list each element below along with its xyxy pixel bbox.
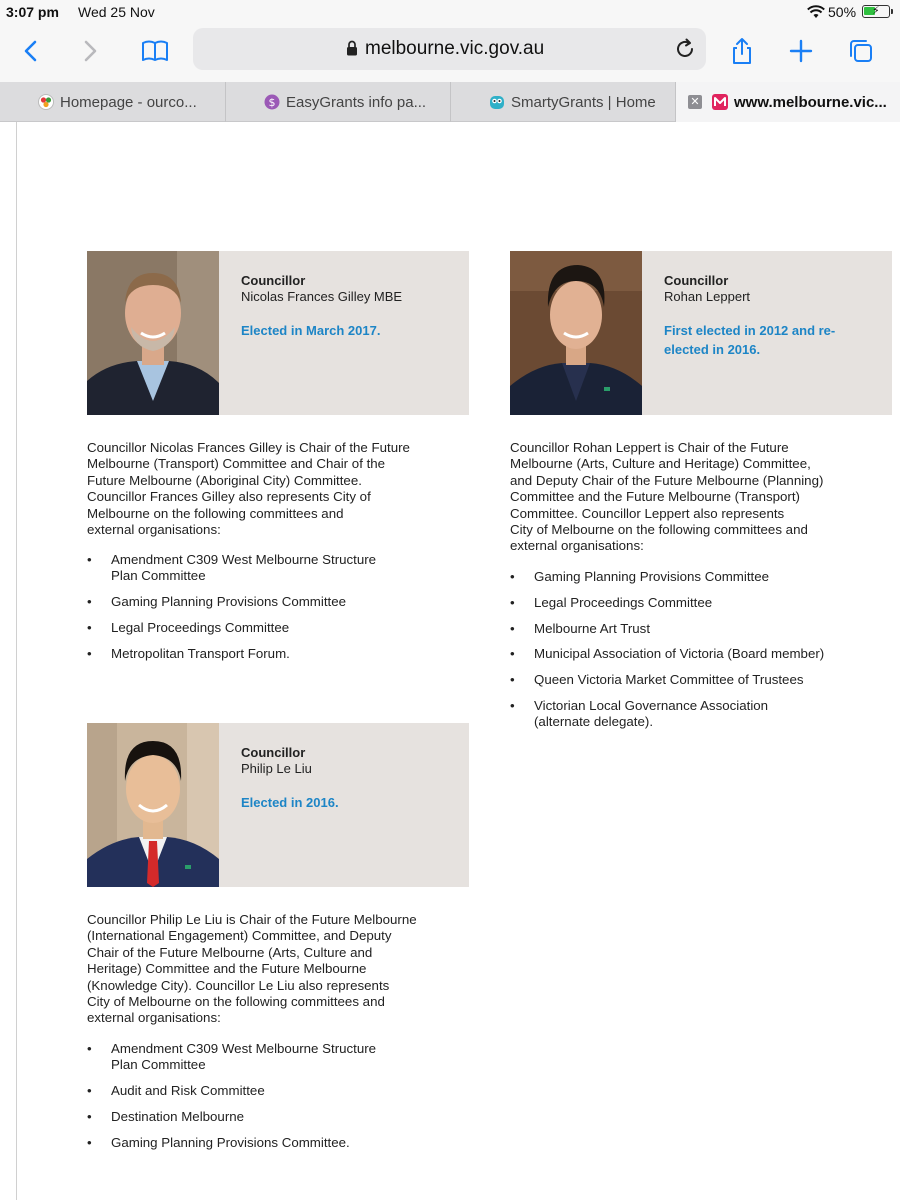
list-item: • Gaming Planning Provisions Committee. bbox=[87, 1135, 469, 1151]
councillor-photo bbox=[87, 723, 219, 887]
new-tab-icon bbox=[788, 38, 814, 64]
address-bar[interactable] bbox=[193, 28, 706, 70]
list-item: • Amendment C309 West Melbourne Structure Plan Committee bbox=[87, 1041, 469, 1074]
list-item: • Legal Proceedings Committee bbox=[510, 595, 892, 611]
melbourne-favicon-icon bbox=[712, 94, 728, 110]
list-item: • Metropolitan Transport Forum. bbox=[87, 646, 469, 662]
councillor-role: Councillor bbox=[241, 745, 306, 760]
close-tab-icon[interactable]: ✕ bbox=[688, 95, 702, 109]
councillor-card-leppert bbox=[510, 251, 892, 415]
ourcommunity-favicon-icon bbox=[38, 94, 54, 110]
tab-easygrants[interactable] bbox=[226, 82, 451, 122]
lock-icon bbox=[346, 40, 358, 56]
forward-button[interactable] bbox=[73, 34, 107, 68]
wifi-icon bbox=[807, 5, 825, 19]
status-date: Wed 25 Nov bbox=[78, 4, 155, 20]
bookmarks-button[interactable] bbox=[138, 34, 172, 68]
list-item: • Destination Melbourne bbox=[87, 1109, 469, 1125]
smartygrants-owl-favicon-icon bbox=[489, 94, 505, 110]
councillor-role: Councillor bbox=[241, 273, 306, 288]
new-tab-button[interactable] bbox=[784, 34, 818, 68]
list-item: • Melbourne Art Trust bbox=[510, 621, 892, 637]
svg-text:$: $ bbox=[268, 96, 276, 109]
browser-toolbar bbox=[0, 24, 900, 82]
bio-text: Councillor Nicolas Frances Gilley is Chair of the Future Melbourne (Transport) Committee and Chair of the Future Melbourne (Aboriginal City) Committee. Councillor Frances Gilley also represents City of Melbourne on the following committees and external organisations: bbox=[87, 440, 410, 538]
battery-charging-icon: ⚡ bbox=[862, 5, 890, 18]
committee-list-le-liu bbox=[87, 1041, 469, 1161]
councillor-elected: Elected in March 2017. bbox=[241, 323, 381, 338]
tab-bar bbox=[0, 82, 900, 122]
councillor-elected: First elected in 2012 and re-elected in 2016. bbox=[664, 323, 836, 357]
reload-icon[interactable] bbox=[673, 37, 697, 61]
easygrants-favicon-icon bbox=[264, 94, 280, 110]
bookmarks-icon bbox=[140, 38, 170, 64]
back-button[interactable] bbox=[14, 34, 48, 68]
tab-label: EasyGrants info pa... bbox=[286, 93, 427, 111]
tab-label: Homepage - ourco... bbox=[60, 93, 197, 111]
councillor-bio-gilley bbox=[87, 440, 469, 538]
list-item: • Gaming Planning Provisions Committee bbox=[510, 569, 892, 585]
battery-percent: 50% bbox=[828, 4, 857, 20]
tab-label: www.melbourne.vic... bbox=[734, 93, 887, 111]
councillor-photo bbox=[510, 251, 642, 415]
list-item: • Legal Proceedings Committee bbox=[87, 620, 469, 636]
page-divider bbox=[16, 122, 17, 1200]
bio-text: Councillor Rohan Leppert is Chair of the Future Melbourne (Arts, Culture and Heritage) Committee, and Deputy Chair of the Future Melbourne (Planning) Committee and the Future Melbourne (Transport) Committee. Councillor Leppert also represents City of Melbourne on the following committees and external organisations: bbox=[510, 440, 824, 554]
councillor-role: Councillor bbox=[664, 273, 729, 288]
back-icon bbox=[18, 38, 44, 64]
list-item: • Victorian Local Governance Association (alternate delegate). bbox=[510, 698, 892, 731]
page-content bbox=[0, 122, 900, 1200]
status-time: 3:07 pm bbox=[6, 4, 59, 20]
share-button[interactable] bbox=[725, 34, 759, 68]
committee-list-gilley bbox=[87, 552, 469, 672]
list-item: • Municipal Association of Victoria (Board member) bbox=[510, 646, 892, 662]
forward-icon bbox=[77, 38, 103, 64]
tab-label: SmartyGrants | Home bbox=[511, 93, 656, 111]
tabs-overview-button[interactable] bbox=[844, 34, 878, 68]
list-item: • Audit and Risk Committee bbox=[87, 1083, 469, 1099]
councillor-name: Nicolas Frances Gilley MBE bbox=[241, 289, 403, 304]
councillor-card-le-liu bbox=[87, 723, 469, 887]
tabs-overview-icon bbox=[848, 38, 874, 64]
tab-smartygrants[interactable] bbox=[451, 82, 676, 122]
status-bar bbox=[0, 0, 900, 24]
committee-list-leppert bbox=[510, 569, 892, 740]
councillor-name: Rohan Leppert bbox=[664, 289, 751, 304]
councillor-photo bbox=[87, 251, 219, 415]
councillor-card-gilley bbox=[87, 251, 469, 415]
share-icon bbox=[729, 36, 755, 66]
councillor-bio-le-liu bbox=[87, 912, 487, 1027]
url-text: melbourne.vic.gov.au bbox=[365, 38, 545, 59]
councillor-elected: Elected in 2016. bbox=[241, 795, 339, 810]
bio-text: Councillor Philip Le Liu is Chair of the Future Melbourne (International Engagement) Committee, and Deputy Chair of the Future Melbourne (Arts, Culture and Heritage) Committee and the Future Melbourne (Knowledge City). Councillor Le Liu also represents City of Melbourne on the following committees and external organisations: bbox=[87, 912, 417, 1026]
list-item: • Gaming Planning Provisions Committee bbox=[87, 594, 469, 610]
tab-homepage[interactable] bbox=[0, 82, 226, 122]
councillor-name: Philip Le Liu bbox=[241, 761, 312, 776]
list-item: • Amendment C309 West Melbourne Structure Plan Committee bbox=[87, 552, 469, 585]
councillor-bio-leppert bbox=[510, 440, 892, 555]
tab-melbourne[interactable] bbox=[676, 82, 900, 122]
list-item: • Queen Victoria Market Committee of Trustees bbox=[510, 672, 892, 688]
